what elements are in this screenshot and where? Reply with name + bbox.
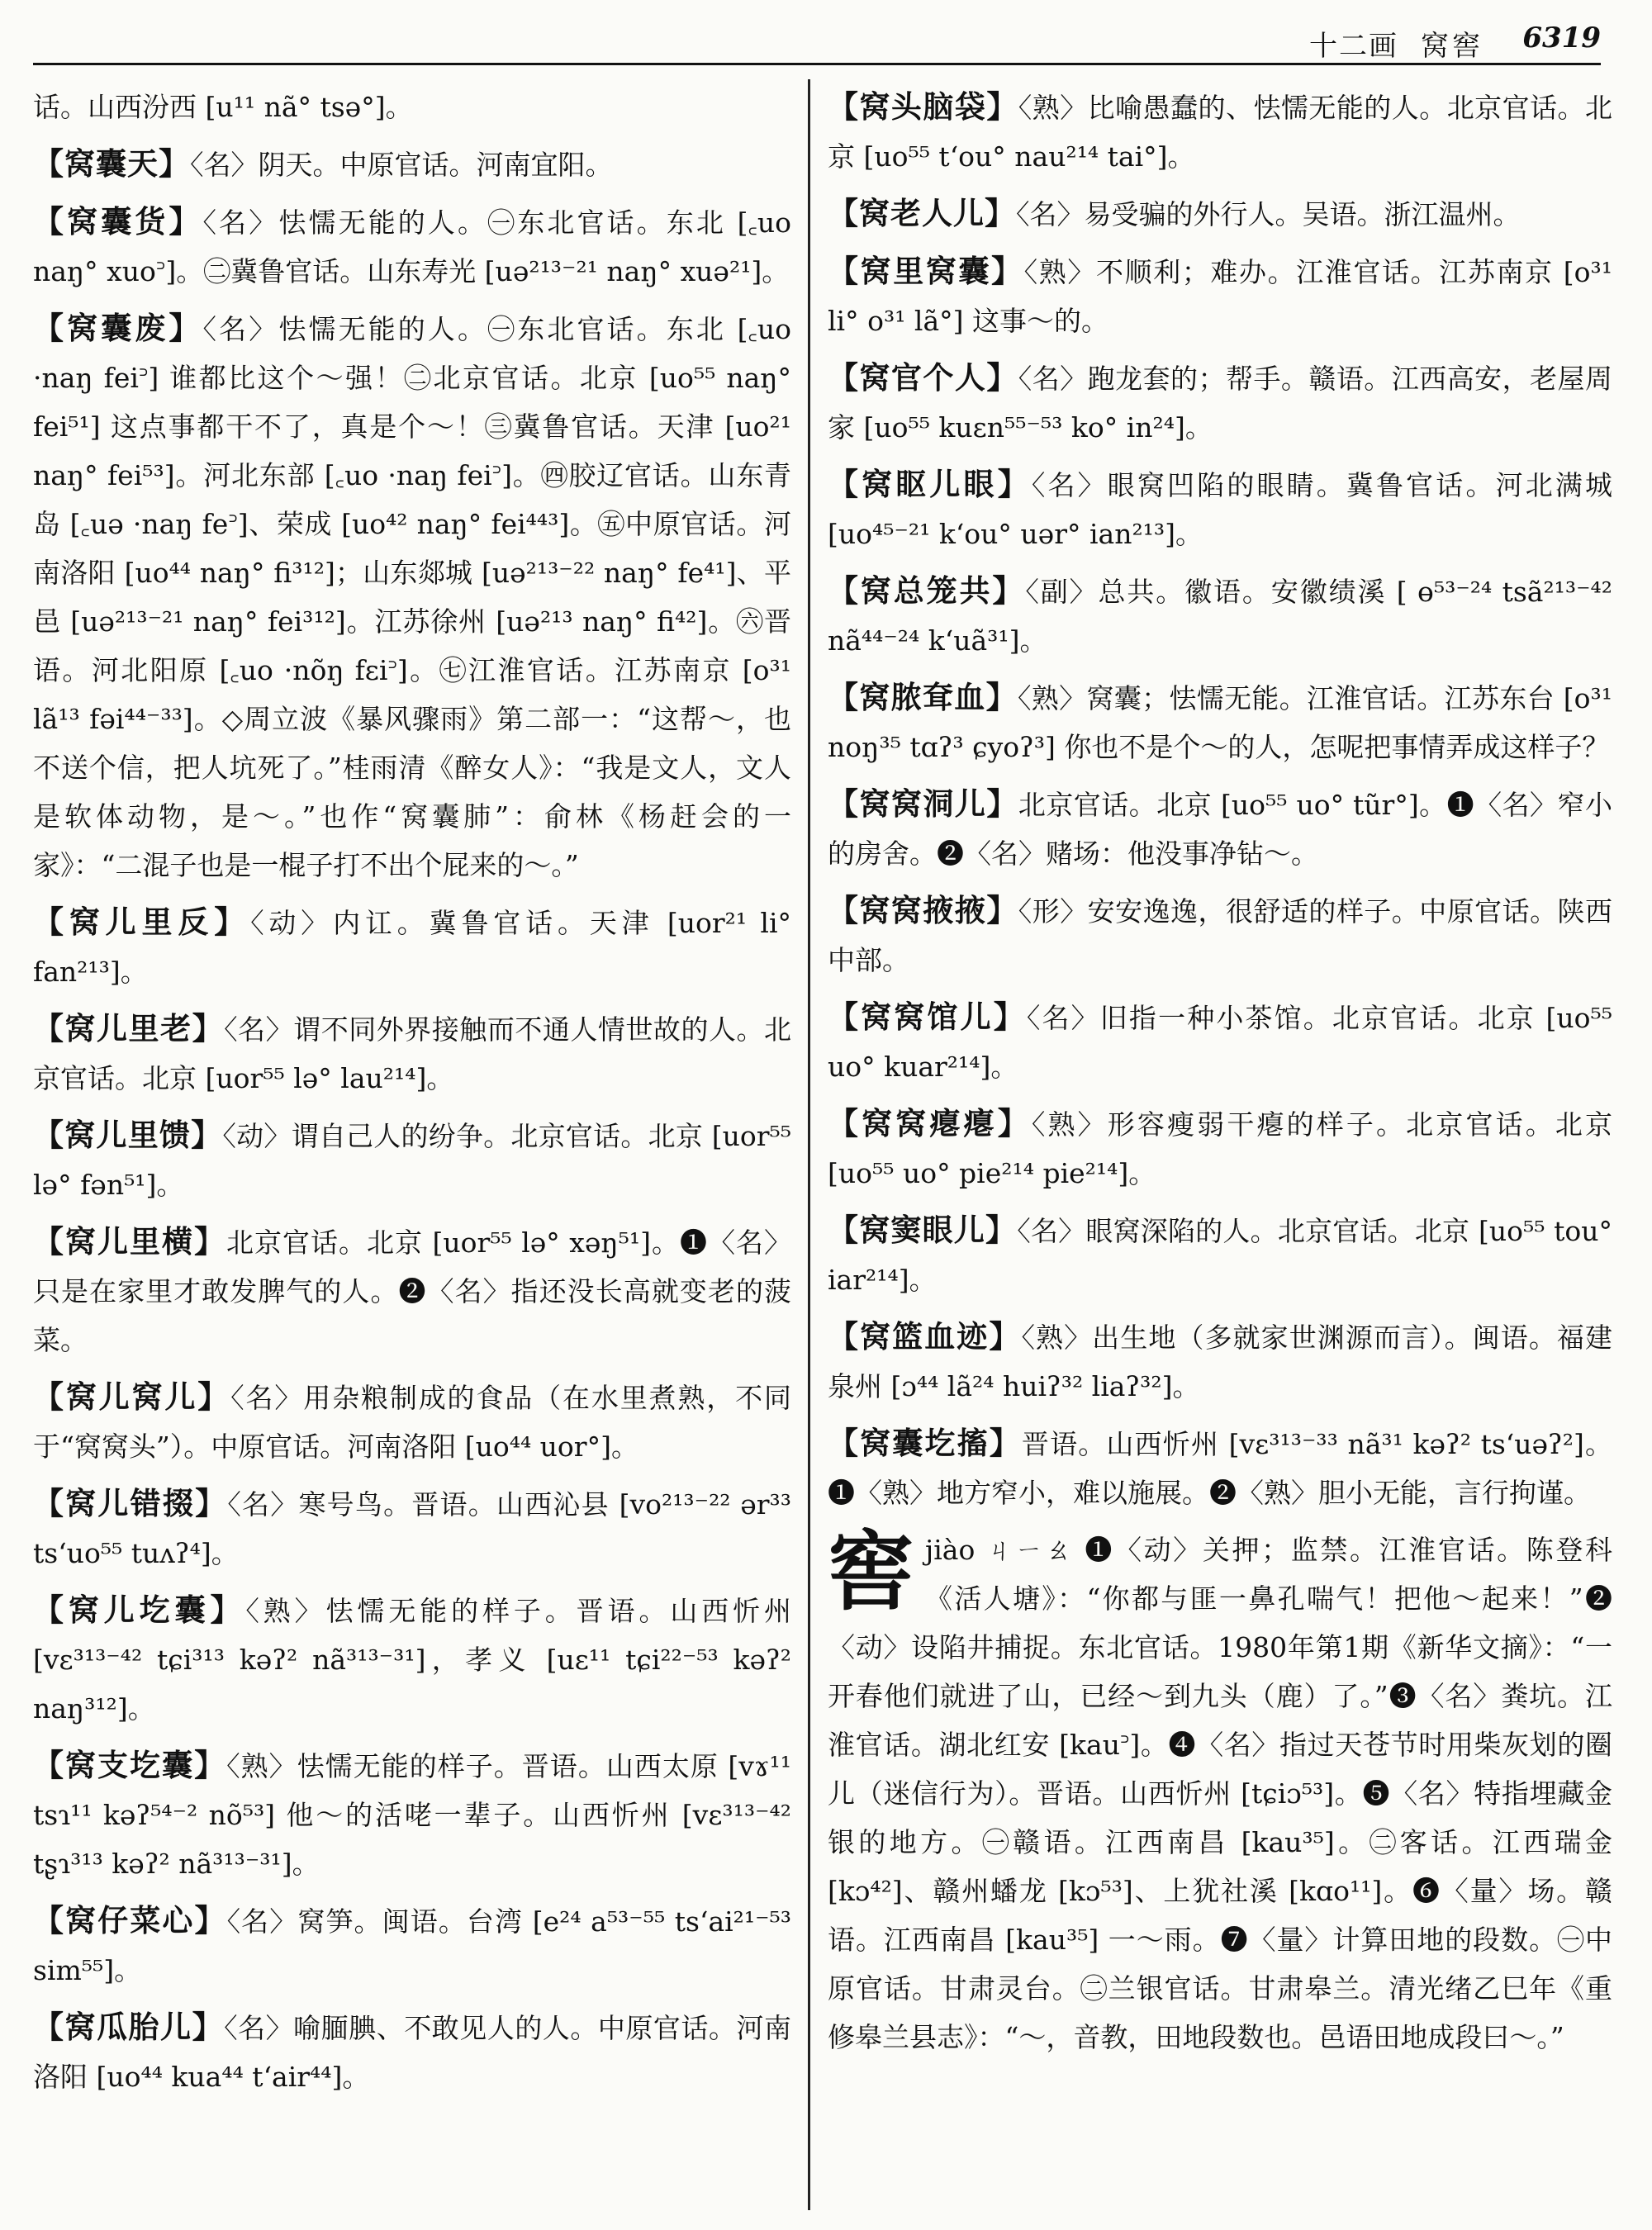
- continuation-text: 话。山西汾西 [u¹¹ nã° tsə°]。: [33, 91, 413, 123]
- entry-definition: 〈名〉用杂粮制成的食品（在水里煮熟，不同于“窝窝头”）。中原官话。河南洛阳 [uo⁴⁴ uor°]。: [33, 1382, 791, 1463]
- entry-headword: 【窝儿错掇】: [33, 1485, 228, 1521]
- dictionary-entry: [33, 1741, 791, 1888]
- entry-headword: 【窝头脑袋】: [828, 88, 1018, 125]
- entry-headword: 【窝窝瘪瘪】: [828, 1105, 1032, 1141]
- entry-definition: 〈名〉怯懦无能的人。㊀东北官话。东北 [꜀uo ·naŋ fei꜄] 谁都比这个～强！㊁北京官话。北京 [uo⁵⁵ naŋ° fei⁵¹] 这点事都干不了，真是个～！㊂冀鲁官话。天津 [uo²¹ naŋ° fei⁵³]。河北东部 [꜀uo ·naŋ fei꜄]。㊃胶辽官话。山东青岛 [꜀uə ·naŋ fe꜄]、荣成 [uo⁴² naŋ° fei⁴⁴³]。㊄中原官话。河南洛阳 [uo⁴⁴ naŋ° fi³¹²]；山东郯城 [uə²¹³⁻²² naŋ° fe⁴¹]、平邑 [uə²¹³⁻²¹ naŋ° fei³¹²]。江苏徐州 [uə²¹³ naŋ° fi⁴²]。㊅晋语。河北阳原 [꜀uo ·nõŋ fɛi꜄]。㊆江淮官话。江苏南京 [o³¹ lã¹³ fəi⁴⁴⁻³³]。◇周立波《暴风骤雨》第二部一：“这帮～，也不送个信，把人坑死了。”桂雨清《醉女人》：“我是文人，文人是软体动物，是～。”也作“窝囊肺”：俞林《杨赶会的一家》：“二混子也是一棍子打不出个屁来的～。”: [33, 313, 791, 881]
- dictionary-entry: [33, 197, 791, 296]
- entry-definition: 〈名〉窝笋。闽语。台湾 [e²⁴ a⁵³⁻⁵⁵ ts‘ai²¹⁻⁵³ sim⁵⁵]。: [33, 1905, 791, 1986]
- entry-definition: 〈形〉安安逸逸，很舒适的样子。中原官话。陕西中部。: [828, 895, 1612, 976]
- entry-definition: 〈名〉谓不同外界接触而不通人情世故的人。北京官话。北京 [uor⁵⁵ lə° lau²¹⁴]。: [33, 1013, 791, 1094]
- entry-definition: 北京官话。北京 [uor⁵⁵ lə° xəŋ⁵¹]。❶〈名〉只是在家里才敢发脾气的人。❷〈名〉指还没长高就变老的菠菜。: [33, 1226, 791, 1356]
- right-entry-list: [828, 83, 1612, 1517]
- entry-definition: 〈熟〉形容瘦弱干瘪的样子。北京官话。北京 [uo⁵⁵ uo° pie²¹⁴ pie²¹⁴]。: [828, 1108, 1612, 1189]
- entry-headword: 【窝支圪囊】: [33, 1747, 227, 1783]
- entry-headword: 【窝囊货】: [33, 203, 203, 240]
- entry-headword: 【窝囊圪搐】: [828, 1425, 1022, 1461]
- header-characters: 窝窖: [1421, 30, 1483, 63]
- entry-definition: 〈名〉眼窝凹陷的眼睛。冀鲁官话。河北满城 [uo⁴⁵⁻²¹ k‘ou° uər° ian²¹³]。: [828, 469, 1612, 550]
- column-divider: [808, 79, 810, 2210]
- entry-headword: 【窝脓耷血】: [828, 679, 1018, 715]
- entry-headword: 【窝儿里馈】: [33, 1117, 223, 1153]
- dictionary-entry: [33, 304, 791, 890]
- dictionary-entry: [33, 1586, 791, 1733]
- dictionary-entry: [33, 2003, 791, 2101]
- entry-definition: 〈熟〉怯懦无能的样子。晋语。山西忻州 [vɛ³¹³⁻⁴² tɕi³¹³ kəʔ² nã³¹³⁻³¹]，孝义 [uɛ¹¹ tɕi²²⁻⁵³ kəʔ² naŋ³¹²]。: [33, 1595, 791, 1725]
- dictionary-entry: [828, 780, 1612, 878]
- entry-definition: 〈名〉跑龙套的；帮手。赣语。江西高安，老屋周家 [uo⁵⁵ kuɛn⁵⁵⁻⁵³ ko° in²⁴]。: [828, 363, 1612, 444]
- dictionary-entry: [33, 1004, 791, 1103]
- entry-definition: 〈名〉怯懦无能的人。㊀东北官话。东北 [꜀uo naŋ° xuo꜄]。㊁冀鲁官话。山东寿光 [uə²¹³⁻²¹ naŋ° xuə²¹]。: [33, 206, 791, 287]
- entry-definition: 〈名〉易受骗的外行人。吴语。浙江温州。: [1016, 198, 1521, 230]
- entry-headword: 【窝儿圪囊】: [33, 1592, 246, 1628]
- entry-headword: 【窝囊废】: [33, 310, 203, 346]
- entry-definition: 〈熟〉不顺利；难办。江淮官话。江苏南京 [o³¹ li° o³¹ lã°] 这事～的。: [828, 256, 1612, 337]
- entry-headword: 【窝儿里反】: [33, 904, 251, 940]
- entry-definition: 〈名〉阴天。中原官话。河南宜阳。: [190, 149, 613, 181]
- entry-headword: 【窝窝馆儿】: [828, 999, 1027, 1035]
- main-entry-character: 窖: [828, 1521, 914, 1622]
- entry-definition: 〈熟〉比喻愚蠢的、怯懦无能的人。北京官话。北京 [uo⁵⁵ t‘ou° nau²¹⁴ tai°]。: [828, 92, 1612, 173]
- entry-definition: 〈名〉喻腼腆、不敢见人的人。中原官话。河南洛阳 [uo⁴⁴ kua⁴⁴ t‘air⁴⁴]。: [33, 2012, 791, 2093]
- entry-headword: 【窝里窝囊】: [828, 253, 1024, 289]
- entry-definition: 〈名〉旧指一种小茶馆。北京官话。北京 [uo⁵⁵ uo° kuar²¹⁴]。: [828, 1002, 1612, 1083]
- dictionary-entry: [33, 1373, 791, 1471]
- dictionary-entry: [828, 1419, 1612, 1517]
- entry-definition: 〈动〉谓自己人的纷争。北京官话。北京 [uor⁵⁵ lə° fən⁵¹]。: [33, 1120, 791, 1201]
- dictionary-entry: [33, 1111, 791, 1209]
- entry-definition: 〈名〉寒号鸟。晋语。山西沁县 [vo²¹³⁻²² ər³³ ts‘uo⁵⁵ tuʌʔ⁴]。: [33, 1488, 791, 1569]
- entry-definition: 〈熟〉怯懦无能的样子。晋语。山西太原 [vɤ¹¹ tsɿ¹¹ kəʔ⁵⁴⁻² nõ⁵³] 他～的活咾一辈子。山西忻州 [vɛ³¹³⁻⁴² tʂɿ³¹³ kəʔ² nã³¹³⁻³¹]。: [33, 1750, 791, 1880]
- entry-headword: 【窝囊天】: [33, 145, 190, 182]
- dictionary-entry: [828, 1099, 1612, 1198]
- entry-headword: 【窝官个人】: [828, 359, 1018, 396]
- entry-headword: 【窝瓜胎儿】: [33, 2009, 225, 2045]
- entry-definition: 〈熟〉出生地（多就家世渊源而言）。闽语。福建泉州 [ɔ⁴⁴ lã²⁴ huiʔ³² liaʔ³²]。: [828, 1321, 1612, 1402]
- right-column: [828, 83, 1612, 2213]
- entry-definition: 〈副〉总共。徽语。安徽绩溪 [ ɵ⁵³⁻²⁴ tsã²¹³⁻⁴² nã⁴⁴⁻²⁴ k‘uã³¹]。: [828, 576, 1612, 657]
- entry-headword: 【窝儿窝儿】: [33, 1378, 231, 1415]
- main-entry-text: jiào ㄐㄧㄠ ❶〈动〉关押；监禁。江淮官话。陈登科《活人塘》：“你都与匪一鼻孔喘气！把他～起来！”❷〈动〉设陷井捕捉。东北官话。1980年第1期《新华文摘》：“一开春他们就进了山，已经～到九头（鹿）了。”❸〈名〉粪坑。江淮官话。湖北红安 [kau꜄]。❹〈名〉指过天苍节时用柴灰划的圈儿（迷信行为）。晋语。山西忻州 [tɕiɔ⁵³]。❺〈名〉特指埋藏金银的地方。㊀赣语。江西南昌 [kau³⁵]。㊁客话。江西瑞金 [kɔ⁴²]、赣州蟠龙 [kɔ⁵³]、上犹社溪 [kɑo¹¹]。❻〈量〉场。赣语。江西南昌 [kau³⁵] 一～雨。❼〈量〉计算田地的段数。㊀中原官话。甘肃灵台。㊁兰银官话。甘肃皋兰。清光绪乙巳年《重修皋兰县志》：“～，音教，田地段数也。邑语田地成段曰～。”: [828, 1534, 1612, 2053]
- entry-headword: 【窝仔菜心】: [33, 1902, 227, 1938]
- dictionary-entry: [33, 1479, 791, 1578]
- entry-headword: 【窝总笼共】: [828, 572, 1026, 609]
- entry-headword: 【窝老人儿】: [828, 195, 1016, 231]
- dictionary-entry: [33, 1217, 791, 1364]
- dictionary-entry: [33, 898, 791, 996]
- entry-definition: 晋语。山西忻州 [vɛ³¹³⁻³³ nã³¹ kəʔ² ts‘uəʔ²]。❶〈熟〉地方窄小，难以施展。❷〈熟〉胆小无能，言行拘谨。: [828, 1428, 1612, 1509]
- dictionary-entry: [33, 1896, 791, 1995]
- dictionary-entry: [828, 83, 1612, 181]
- entry-headword: 【窝篮血迹】: [828, 1318, 1022, 1355]
- entry-definition: 〈熟〉窝囊；怯懦无能。江淮官话。江苏东台 [o³¹ noŋ³⁵ tɑʔ³ ɕyoʔ³] 你也不是个～的人，怎呢把事情弄成这样子？: [828, 682, 1612, 763]
- entry-definition: 〈名〉眼窝深陷的人。北京官话。北京 [uo⁵⁵ tou° iar²¹⁴]。: [828, 1215, 1612, 1296]
- dictionary-entry: [828, 993, 1612, 1091]
- entry-headword: 【窝窝掖掖】: [828, 892, 1018, 928]
- dictionary-entry: [828, 189, 1612, 239]
- dictionary-entry: [828, 886, 1612, 985]
- page-number: 6319: [1522, 21, 1601, 55]
- entry-headword: 【窝儿里老】: [33, 1010, 225, 1046]
- entry-definition: 〈动〉内讧。冀鲁官话。天津 [uor²¹ li° fan²¹³]。: [33, 907, 791, 988]
- left-column: [33, 83, 791, 2213]
- entry-headword: 【窝眍儿眼】: [828, 466, 1032, 502]
- main-entry: [828, 1521, 1612, 2062]
- dictionary-entry: [828, 1312, 1612, 1411]
- entry-headword: 【窝儿里横】: [33, 1223, 226, 1260]
- entry-definition: 北京官话。北京 [uo⁵⁵ uo° tũr°]。❶〈名〉窄小的房舍。❷〈名〉赌场：他没事净钻～。: [828, 789, 1612, 870]
- page-header: [33, 17, 1601, 65]
- dictionary-entry: [828, 247, 1612, 345]
- dictionary-entry: [828, 1206, 1612, 1304]
- dictionary-entry: [828, 567, 1612, 665]
- header-section: 十二画: [1309, 30, 1398, 63]
- dictionary-entry: [828, 673, 1612, 771]
- dictionary-entry: [828, 460, 1612, 558]
- left-entry-list: [33, 140, 791, 2101]
- entry-headword: 【窝窦眼儿】: [828, 1212, 1018, 1248]
- dictionary-entry: [828, 353, 1612, 452]
- entry-headword: 【窝窝洞儿】: [828, 785, 1018, 822]
- dictionary-entry: [33, 140, 791, 189]
